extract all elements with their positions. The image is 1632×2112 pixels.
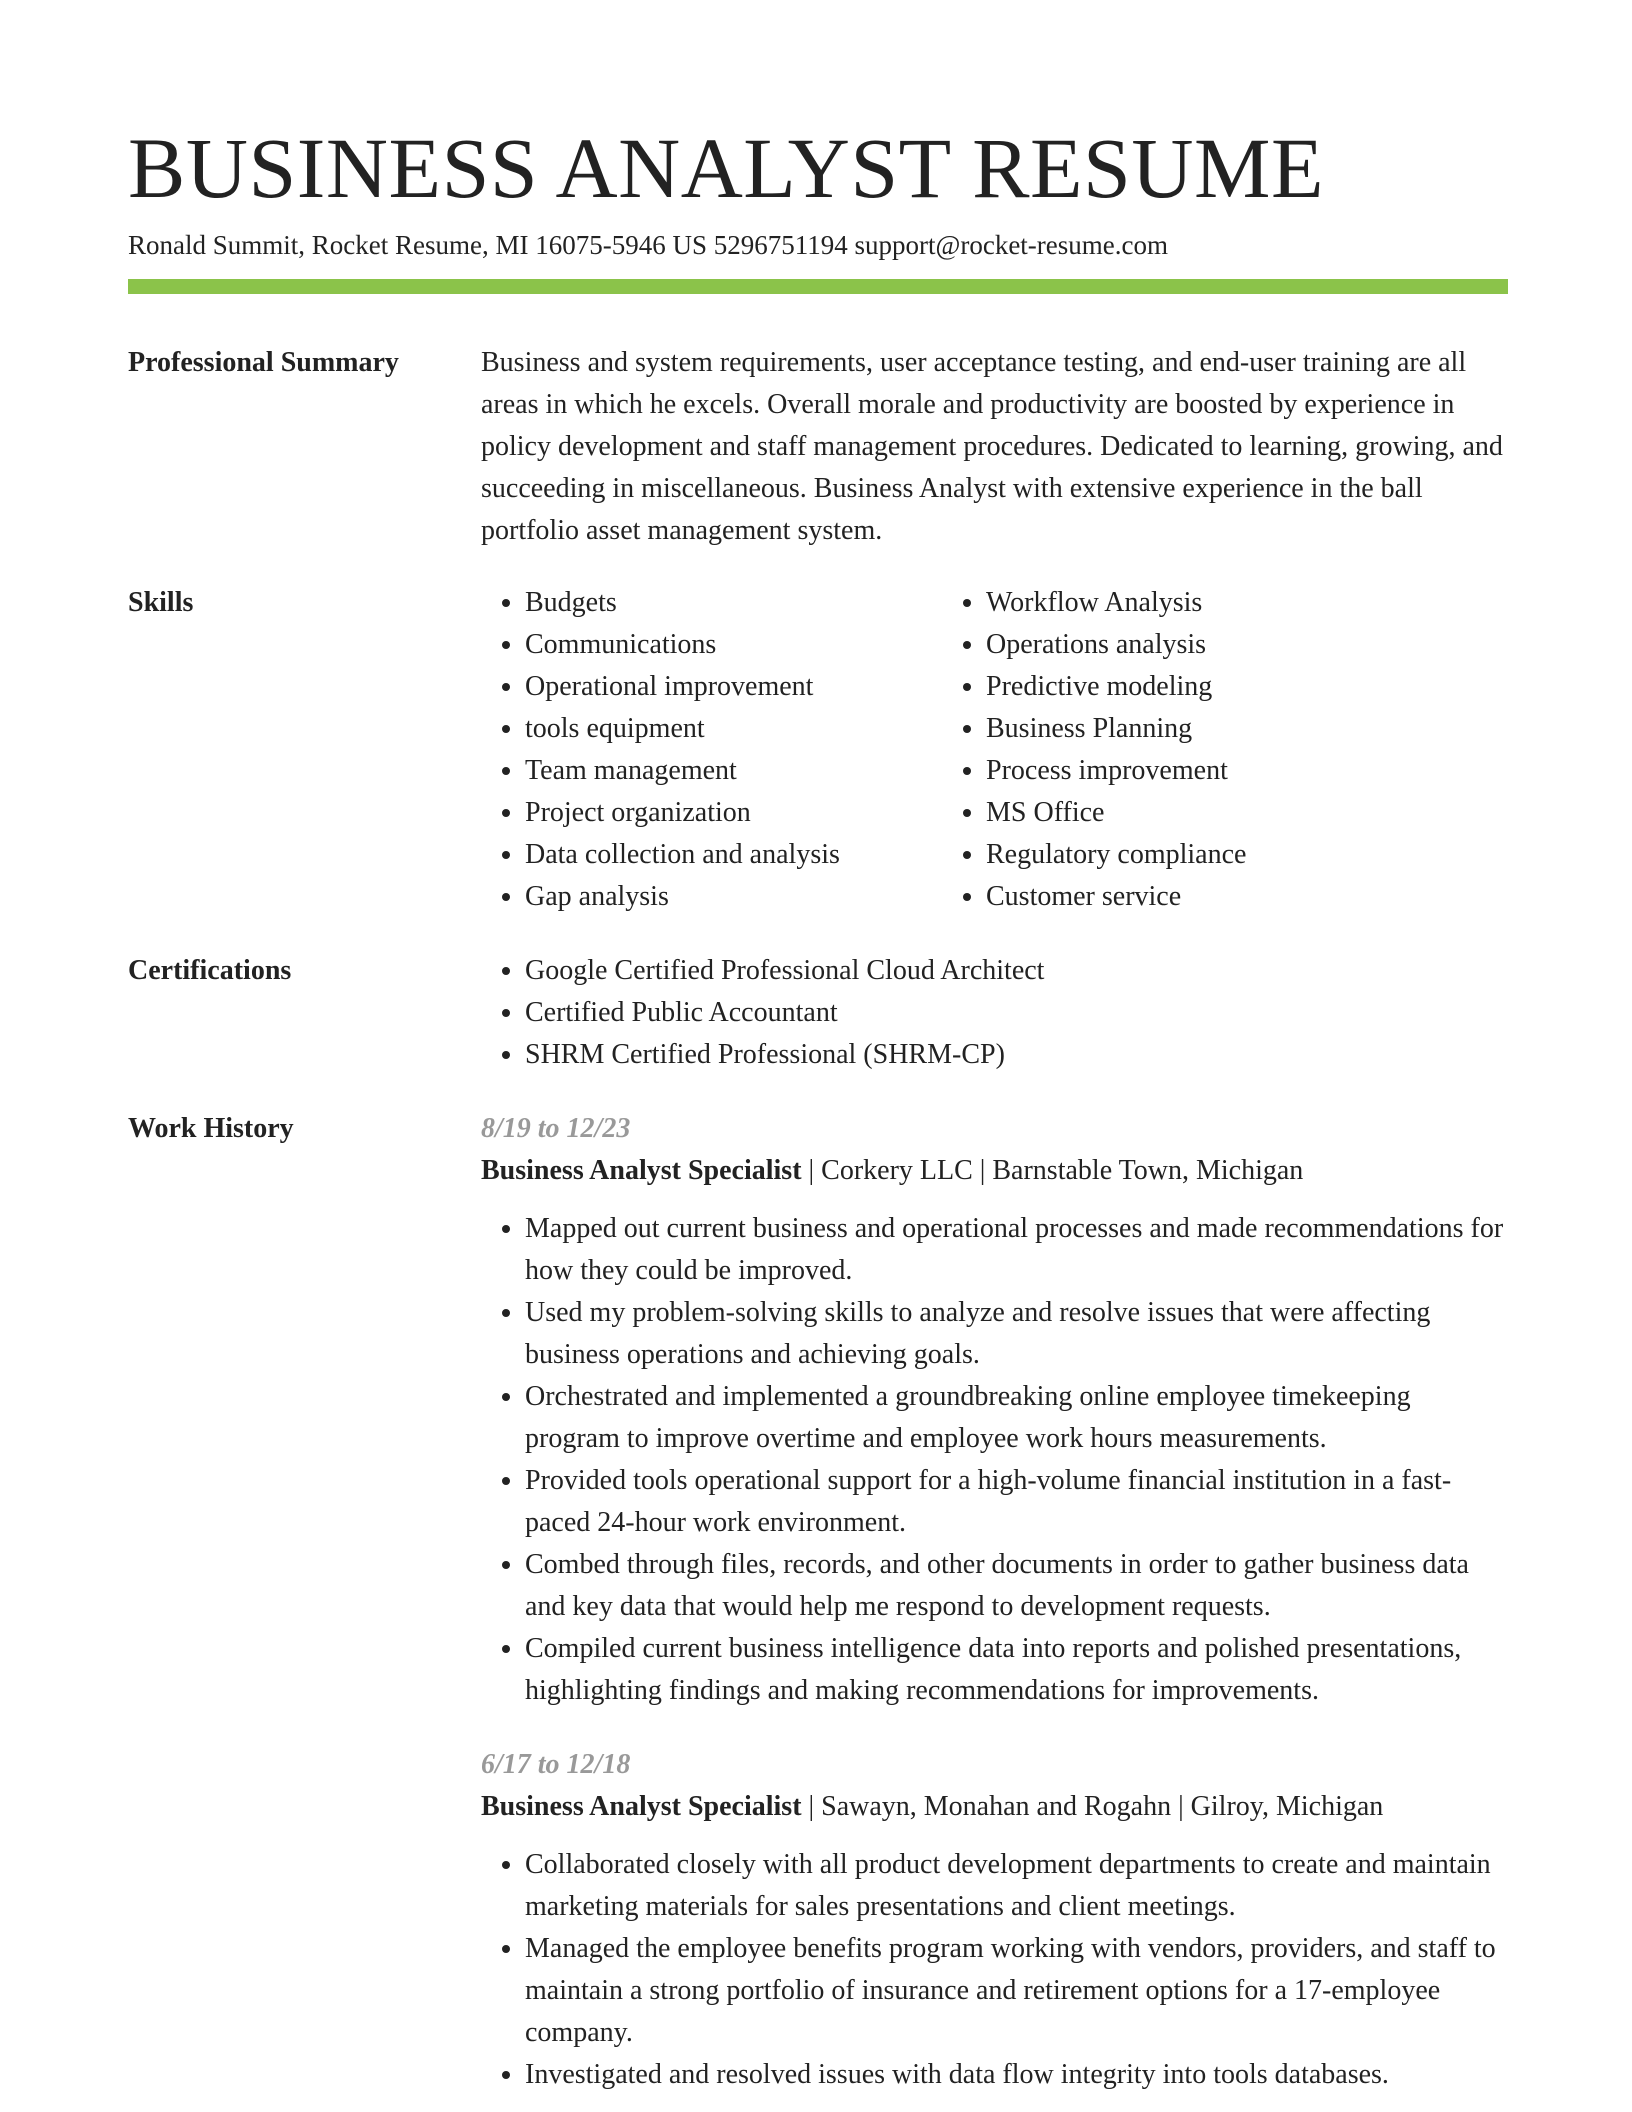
skill-item: • MS Office [986, 792, 1482, 834]
skill-item: • Process improvement [986, 750, 1482, 792]
skills-columns [481, 582, 1508, 918]
job-entry [481, 1744, 1511, 2096]
job-title: Business Analyst Specialist [481, 1155, 802, 1186]
skill-item: • Gap analysis [525, 876, 942, 918]
job-title: Business Analyst Specialist [481, 1791, 802, 1822]
job-bullet: • Collaborated closely with all product development departments to create and maintain marketing materials for sales presentations and client meetings. [525, 1844, 1511, 1928]
skill-item: • Business Planning [986, 708, 1482, 750]
professional-summary-text: Business and system requirements, user acceptance testing, and end-user training are all areas in which he excels. Overall morale and productivity are boosted by experience in policy development and staff management procedures. Dedicated to learning, growing, and succeeding in miscellaneous. Business Analyst with extensive experience in the ball portfolio asset management system. [481, 347, 1503, 546]
skills-list-column-1 [481, 582, 942, 918]
certification-item: • SHRM Certified Professional (SHRM-CP) [525, 1034, 1508, 1076]
skill-item: • tools equipment [525, 708, 942, 750]
contact-line: Ronald Summit, Rocket Resume, MI 16075-5946 US 5296751194 support@rocket-resume.com [128, 230, 1169, 260]
certifications-list [481, 950, 1508, 1076]
skill-item: • Communications [525, 624, 942, 666]
certification-item: • Google Certified Professional Cloud Architect [525, 950, 1508, 992]
section-label-work-history: Work History [128, 1113, 294, 1144]
skill-item: • Operations analysis [986, 624, 1482, 666]
skill-item: • Team management [525, 750, 942, 792]
job-dates: 6/17 to 12/18 [481, 1749, 631, 1780]
certifications-body [481, 950, 1508, 1076]
job-title-line [481, 1150, 1511, 1192]
job-bullet-list [481, 1844, 1511, 2096]
section-label-certifications: Certifications [128, 955, 292, 986]
skill-item: • Customer service [986, 876, 1482, 918]
professional-summary-section [128, 342, 1508, 552]
job-employer-location: | Sawayn, Monahan and Rogahn | Gilroy, Michigan [801, 1791, 1384, 1822]
job-bullet: • Orchestrated and implemented a groundbreaking online employee timekeeping program to improve overtime and employee work hours measurements. [525, 1376, 1511, 1460]
resume-page [128, 118, 1508, 2096]
job-dates: 8/19 to 12/23 [481, 1113, 631, 1144]
job-bullet: • Managed the employee benefits program working with vendors, providers, and staff to maintain a strong portfolio of insurance and retirement options for a 17-employee company. [525, 1928, 1511, 2054]
skills-body [481, 582, 1508, 918]
skill-item: • Workflow Analysis [986, 582, 1482, 624]
skill-item: • Budgets [525, 582, 942, 624]
skill-item: • Regulatory compliance [986, 834, 1482, 876]
professional-summary-body [481, 342, 1511, 552]
job-bullet-list [481, 1208, 1511, 1712]
job-bullet: • Compiled current business intelligence data into reports and polished presentations, highlighting findings and making recommendations for improvements. [525, 1628, 1511, 1712]
skill-item: • Data collection and analysis [525, 834, 942, 876]
certification-item: • Certified Public Accountant [525, 992, 1508, 1034]
skills-section [128, 582, 1508, 918]
header-divider [128, 279, 1508, 294]
job-bullet: • Used my problem-solving skills to analyze and resolve issues that were affecting business operations and achieving goals. [525, 1292, 1511, 1376]
job-bullet: • Mapped out current business and operational processes and made recommendations for how they could be improved. [525, 1208, 1511, 1292]
job-bullet: • Investigated and resolved issues with data flow integrity into tools databases. [525, 2054, 1511, 2096]
skills-list-column-2 [942, 582, 1482, 918]
skill-item: • Project organization [525, 792, 942, 834]
skill-item: • Predictive modeling [986, 666, 1482, 708]
work-history-section [128, 1108, 1508, 2096]
skill-item: • Operational improvement [525, 666, 942, 708]
job-employer-location: | Corkery LLC | Barnstable Town, Michigan [801, 1155, 1304, 1186]
job-title-line [481, 1786, 1511, 1828]
job-entry [481, 1108, 1511, 1712]
work-history-body [481, 1108, 1511, 2096]
section-label-professional-summary: Professional Summary [128, 347, 399, 378]
certifications-section [128, 950, 1508, 1076]
job-bullet: • Provided tools operational support for a high-volume financial institution in a fast-paced 24-hour work environment. [525, 1460, 1511, 1544]
job-bullet: • Combed through files, records, and other documents in order to gather business data and key data that would help me respond to development requests. [525, 1544, 1511, 1628]
resume-title: BUSINESS ANALYST RESUME [128, 120, 1324, 216]
section-label-skills: Skills [128, 587, 194, 618]
